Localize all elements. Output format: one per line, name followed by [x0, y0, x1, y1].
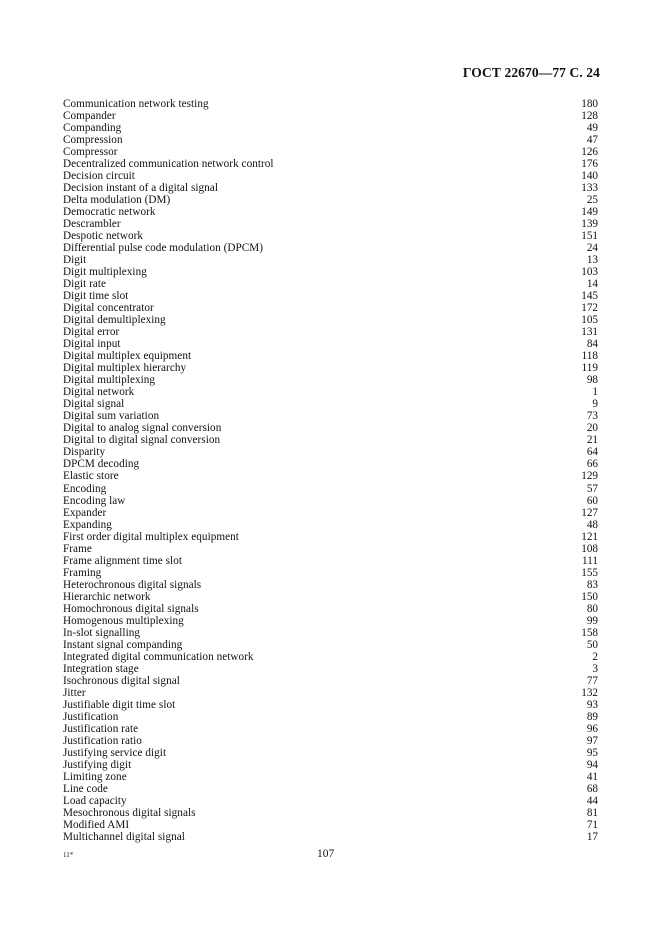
index-term: Decision instant of a digital signal [63, 182, 218, 195]
index-entry [63, 675, 598, 687]
index-entry [63, 278, 598, 290]
index-number: 127 [581, 506, 598, 519]
index-entry [63, 434, 598, 446]
index-term: Justifying service digit [63, 746, 167, 759]
index-number: 119 [581, 362, 598, 375]
index-term: Digital multiplex equipment [63, 350, 192, 363]
index-number: 84 [586, 338, 598, 351]
index-number: 50 [586, 638, 598, 651]
index-term: Digit [63, 254, 87, 267]
index-entry [63, 579, 598, 591]
index-entry [63, 567, 598, 579]
index-entry [63, 723, 598, 735]
index-number: 132 [581, 686, 598, 699]
index-number: 133 [581, 182, 598, 195]
index-entry [63, 182, 598, 194]
index-number: 105 [581, 314, 598, 327]
index-term: Democratic network [63, 206, 156, 219]
index-number: 14 [586, 278, 598, 291]
index-entry [63, 206, 598, 218]
index-entry [63, 771, 598, 783]
index-term: Isochronous digital signal [63, 674, 180, 687]
index-number: 103 [581, 266, 598, 279]
index-entry [63, 134, 598, 146]
index-number: 73 [586, 410, 598, 423]
index-number: 145 [581, 290, 598, 303]
index-term: Digital to analog signal conversion [63, 422, 222, 435]
index-number: 118 [581, 350, 598, 363]
index-term: Encoding [63, 482, 107, 495]
index-term: Digital multiplex hierarchy [63, 362, 187, 375]
index-number: 2 [592, 650, 598, 663]
index-term: Delta modulation (DM) [63, 194, 171, 207]
index-entry [63, 410, 598, 422]
index-term: Integrated digital communication network [63, 650, 254, 663]
index-number: 21 [586, 434, 598, 447]
index-term: Digital to digital signal conversion [63, 434, 221, 447]
index-entry [63, 194, 598, 206]
index-entry [63, 831, 598, 843]
index-entry [63, 735, 598, 747]
index-entry [63, 146, 598, 158]
index-entry [63, 627, 598, 639]
index-term: Elastic store [63, 470, 119, 483]
index-term: Compander [63, 110, 116, 123]
index-number: 64 [586, 446, 598, 459]
index-number: 151 [581, 230, 598, 243]
index-number: 68 [586, 782, 598, 795]
index-entry [63, 350, 598, 362]
index-number: 99 [586, 614, 598, 627]
index-term: DPCM decoding [63, 458, 140, 471]
index-term: Jitter [63, 686, 86, 699]
index-term: Homochronous digital signals [63, 602, 199, 615]
index-number: 95 [586, 746, 598, 759]
index-entry [63, 747, 598, 759]
index-entry [63, 639, 598, 651]
index-entry [63, 783, 598, 795]
index-entry [63, 386, 598, 398]
index-term: Hierarchic network [63, 590, 151, 603]
index-term: Expander [63, 506, 107, 519]
index-number: 71 [586, 818, 598, 831]
index-number: 158 [581, 626, 598, 639]
index-number: 3 [592, 662, 598, 675]
index-term: Digital multiplexing [63, 374, 156, 387]
index-number: 108 [581, 542, 598, 555]
index-term: Digital input [63, 338, 121, 351]
index-number: 97 [586, 734, 598, 747]
index-number: 41 [586, 770, 598, 783]
index-entry [63, 495, 598, 507]
index-entry [63, 651, 598, 663]
index-entry [63, 807, 598, 819]
index-entry [63, 254, 598, 266]
page-number: 107 [317, 848, 335, 860]
index-term: In-slot signalling [63, 626, 141, 639]
index-term: Digit rate [63, 278, 107, 291]
index-term: Line code [63, 782, 108, 795]
index-term: Homogenous multiplexing [63, 614, 184, 627]
index-term: Expanding [63, 518, 112, 531]
index-term: Justification ratio [63, 734, 142, 747]
index-entry [63, 362, 598, 374]
index-term: Justifiable digit time slot [63, 698, 176, 711]
index-term: Compression [63, 134, 123, 147]
index-entry [63, 314, 598, 326]
signature-mark: 11* [63, 851, 74, 859]
index-number: 98 [586, 374, 598, 387]
index-number: 77 [586, 674, 598, 687]
index-entry [63, 242, 598, 254]
index-term: Decision circuit [63, 170, 135, 183]
index-term: Framing [63, 566, 102, 579]
index-entry [63, 158, 598, 170]
index-entry [63, 98, 598, 110]
index-number: 47 [586, 134, 598, 147]
index-entry [63, 122, 598, 134]
index-term: Justification rate [63, 722, 139, 735]
index-entry [63, 422, 598, 434]
index-entry [63, 302, 598, 314]
index-number: 149 [581, 206, 598, 219]
index-term: Communication network testing [63, 98, 209, 110]
index-term: Disparity [63, 446, 106, 459]
index-number: 60 [586, 494, 598, 507]
index-term: Justifying digit [63, 758, 132, 771]
index-term: Digital concentrator [63, 302, 154, 315]
index-entry [63, 507, 598, 519]
index-number: 176 [581, 158, 598, 171]
index-number: 94 [586, 758, 598, 771]
index-term: Digital signal [63, 398, 125, 411]
index-number: 180 [581, 98, 598, 110]
index-entry [63, 759, 598, 771]
index-number: 89 [586, 710, 598, 723]
index-number: 49 [586, 122, 598, 135]
index-entry [63, 290, 598, 302]
index-entry [63, 819, 598, 831]
index-term: Integration stage [63, 662, 139, 675]
index-entry [63, 543, 598, 555]
index-number: 129 [581, 470, 598, 483]
index-number: 126 [581, 146, 598, 159]
index-entry [63, 326, 598, 338]
index-number: 81 [586, 806, 598, 819]
index-term: Modified AMI [63, 818, 130, 831]
index-number: 24 [586, 242, 598, 255]
index-number: 13 [586, 254, 598, 267]
index-term: Descrambler [63, 218, 121, 231]
index-entry [63, 795, 598, 807]
index-entry [63, 218, 598, 230]
index-entry [63, 483, 598, 495]
index-entry [63, 398, 598, 410]
index-entry [63, 603, 598, 615]
term-index-list [63, 98, 598, 843]
index-term: Differential pulse code modulation (DPCM) [63, 242, 264, 255]
index-term: First order digital multiplex equipment [63, 530, 239, 543]
index-term: Limiting zone [63, 770, 127, 783]
index-term: Digital sum variation [63, 410, 160, 423]
index-term: Encoding law [63, 494, 126, 507]
index-entry [63, 591, 598, 603]
index-term: Digit multiplexing [63, 266, 147, 279]
index-term: Instant signal companding [63, 638, 183, 651]
index-number: 121 [581, 530, 598, 543]
index-term: Compressor [63, 146, 118, 159]
index-number: 20 [586, 422, 598, 435]
index-number: 131 [581, 326, 598, 339]
index-number: 96 [586, 722, 598, 735]
index-entry [63, 519, 598, 531]
index-number: 111 [582, 554, 598, 567]
index-number: 150 [581, 590, 598, 603]
index-term: Justification [63, 710, 119, 723]
index-entry [63, 458, 598, 470]
index-number: 83 [586, 578, 598, 591]
index-entry [63, 555, 598, 567]
index-number: 155 [581, 566, 598, 579]
index-term: Heterochronous digital signals [63, 578, 202, 591]
index-entry [63, 230, 598, 242]
index-term: Frame alignment time slot [63, 554, 183, 567]
index-entry [63, 266, 598, 278]
index-term: Digital network [63, 386, 135, 399]
index-entry [63, 446, 598, 458]
index-number: 66 [586, 458, 598, 471]
page-header: ГОСТ 22670—77 С. 24 [462, 65, 600, 80]
index-entry [63, 711, 598, 723]
index-number: 25 [586, 194, 598, 207]
index-entry [63, 615, 598, 627]
index-term: Load capacity [63, 794, 127, 807]
index-entry [63, 470, 598, 482]
index-entry [63, 687, 598, 699]
index-entry [63, 110, 598, 122]
index-number: 80 [586, 602, 598, 615]
index-number: 139 [581, 218, 598, 231]
index-number: 9 [592, 398, 598, 411]
index-term: Companding [63, 122, 122, 135]
index-number: 17 [586, 830, 598, 843]
index-number: 48 [586, 518, 598, 531]
index-term: Multichannel digital signal [63, 830, 185, 843]
index-number: 1 [592, 386, 598, 399]
index-entry [63, 170, 598, 182]
index-entry [63, 374, 598, 386]
index-number: 57 [586, 482, 598, 495]
index-entry [63, 663, 598, 675]
index-entry [63, 338, 598, 350]
index-term: Digit time slot [63, 290, 129, 303]
index-number: 172 [581, 302, 598, 315]
index-number: 44 [586, 794, 598, 807]
index-number: 140 [581, 170, 598, 183]
index-entry [63, 531, 598, 543]
index-entry [63, 699, 598, 711]
index-number: 128 [581, 110, 598, 123]
index-term: Mesochronous digital signals [63, 806, 196, 819]
index-term: Despotic network [63, 230, 144, 243]
index-number: 93 [586, 698, 598, 711]
index-term: Digital demultiplexing [63, 314, 166, 327]
index-term: Frame [63, 542, 92, 555]
index-term: Decentralized communication network control [63, 158, 274, 171]
index-term: Digital error [63, 326, 120, 339]
